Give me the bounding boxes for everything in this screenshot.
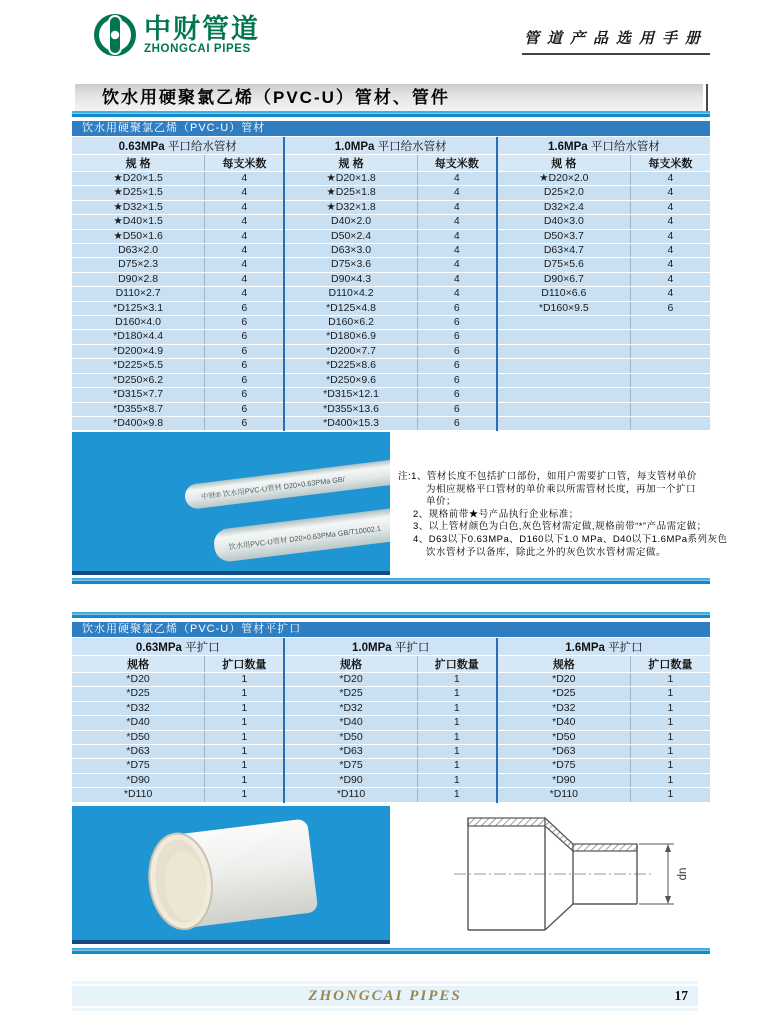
note-line: 饮水管材予以备库，除此之外的灰色饮水管材需定做。: [426, 546, 667, 558]
spec-cell: *D315×7.7: [72, 388, 205, 402]
qty-cell: 4: [630, 272, 710, 286]
spec-cell: D63×2.0: [72, 244, 205, 258]
brand-name-en: ZHONGCAI PIPES: [144, 43, 251, 56]
pipe-print-top: 中财® 饮水用PVC-U管材 D20×0.63PMa GB/: [200, 474, 346, 502]
spec-cell: [497, 402, 630, 416]
table-row: [72, 402, 710, 416]
page-number: 17: [674, 988, 688, 1003]
col-spec: 规 格: [72, 155, 205, 172]
spec-cell: [497, 330, 630, 344]
spec-cell: *D180×6.9: [284, 330, 417, 344]
qty-cell: 6: [205, 416, 285, 430]
table-row: [72, 344, 710, 358]
spec-cell: [497, 388, 630, 402]
qty-cell: 4: [205, 287, 285, 301]
qty-cell: 1: [630, 745, 710, 759]
spec-cell: *D50: [497, 730, 630, 744]
qty-cell: 4: [417, 258, 497, 272]
qty-cell: [630, 416, 710, 430]
spec-cell: *D250×6.2: [72, 373, 205, 387]
group-header-row: [72, 137, 710, 155]
table-row: [72, 701, 710, 715]
spec-cell: *D20: [284, 673, 417, 687]
qty-cell: 1: [205, 745, 285, 759]
qty-cell: 1: [417, 701, 497, 715]
spec-cell: D50×3.7: [497, 229, 630, 243]
spec-cell: *D63: [284, 745, 417, 759]
spec-cell: *D160×9.5: [497, 301, 630, 315]
spec-cell: D75×2.3: [72, 258, 205, 272]
qty-cell: 1: [205, 673, 285, 687]
coupling-photo: [72, 806, 390, 944]
qty-cell: 4: [205, 272, 285, 286]
table-row: [72, 788, 710, 802]
spec-cell: D110×2.7: [72, 287, 205, 301]
qty-cell: 4: [417, 200, 497, 214]
qty-cell: 1: [205, 701, 285, 715]
qty-cell: 1: [205, 773, 285, 787]
qty-cell: 4: [417, 215, 497, 229]
spec-cell: ★D20×1.8: [284, 172, 417, 186]
qty-cell: 4: [205, 215, 285, 229]
group-label: 1.0MPa 平口给水管材: [284, 137, 496, 155]
qty-cell: 1: [630, 687, 710, 701]
qty-cell: 1: [205, 716, 285, 730]
spec-cell: D90×4.3: [284, 272, 417, 286]
spec-cell: *D40: [284, 716, 417, 730]
qty-cell: [630, 344, 710, 358]
spec-cell: *D25: [72, 687, 205, 701]
qty-cell: 6: [205, 316, 285, 330]
qty-cell: 4: [417, 272, 497, 286]
qty-cell: [630, 402, 710, 416]
col-spec: 规格: [72, 656, 205, 673]
spec-cell: *D32: [284, 701, 417, 715]
table-row: [72, 287, 710, 301]
spec-cell: *D355×13.6: [284, 402, 417, 416]
qty-cell: 1: [630, 716, 710, 730]
qty-cell: 4: [630, 200, 710, 214]
table-row: [72, 229, 710, 243]
col-qty: 扩口数量: [630, 656, 710, 673]
group-label: 0.63MPa 平口给水管材: [72, 137, 284, 155]
spec-cell: D110×4.2: [284, 287, 417, 301]
spec-cell: *D125×3.1: [72, 301, 205, 315]
pipe-table-section: [72, 121, 710, 431]
group-label: 0.63MPa 平扩口: [72, 638, 284, 656]
spec-cell: *D32: [497, 701, 630, 715]
note-line: 3、以上管材颜色为白色,灰色管材需定做,规格前带“*”产品需定做；: [413, 521, 707, 533]
column-header-row: [72, 656, 710, 673]
section-divider: [72, 612, 710, 618]
qty-cell: 6: [205, 330, 285, 344]
brand-name-cn: 中财管道: [144, 13, 260, 44]
spec-cell: D160×6.2: [284, 316, 417, 330]
col-qty: 每支米数: [630, 155, 710, 172]
spec-cell: *D125×4.8: [284, 301, 417, 315]
qty-cell: 4: [630, 287, 710, 301]
spec-cell: *D50: [284, 730, 417, 744]
qty-cell: 6: [205, 373, 285, 387]
table2-title: 饮水用硬聚氯乙烯（PVC-U）管材平扩口: [72, 622, 710, 637]
table-row: [72, 388, 710, 402]
table-row: [72, 416, 710, 430]
spec-cell: *D40: [72, 716, 205, 730]
table-row: [72, 172, 710, 186]
section-divider: [72, 578, 710, 584]
spec-cell: *D40: [497, 716, 630, 730]
qty-cell: 4: [630, 229, 710, 243]
spec-cell: D75×5.6: [497, 258, 630, 272]
spec-cell: *D20: [497, 673, 630, 687]
table-row: [72, 673, 710, 687]
spec-cell: D90×2.8: [72, 272, 205, 286]
note-line: 单价；: [426, 496, 457, 508]
spec-cell: ★D20×2.0: [497, 172, 630, 186]
qty-cell: 4: [630, 186, 710, 200]
table-row: [72, 730, 710, 744]
table-row: [72, 316, 710, 330]
spec-cell: D40×3.0: [497, 215, 630, 229]
table-row: [72, 186, 710, 200]
qty-cell: 6: [417, 373, 497, 387]
spec-cell: *D180×4.4: [72, 330, 205, 344]
qty-cell: 4: [630, 215, 710, 229]
pipe-bottom: [212, 502, 390, 563]
qty-cell: 1: [630, 788, 710, 802]
wall-hatch-large: [468, 818, 545, 826]
spec-cell: *D200×7.7: [284, 344, 417, 358]
spec-cell: ★D20×1.5: [72, 172, 205, 186]
qty-cell: 6: [630, 301, 710, 315]
qty-cell: 1: [205, 687, 285, 701]
coupling-body: [144, 817, 318, 932]
footer: [72, 986, 698, 1006]
note-line: 2、规格前带★号产品执行企业标准；: [413, 508, 579, 520]
spec-cell: D63×4.7: [497, 244, 630, 258]
qty-cell: 1: [417, 745, 497, 759]
page-title: 饮水用硬聚氯乙烯（PVC-U）管材、管件: [75, 84, 703, 111]
spec-cell: *D110: [72, 788, 205, 802]
qty-cell: 1: [630, 730, 710, 744]
table-row: [72, 200, 710, 214]
footer-brand: ZHONGCAI PIPES: [308, 988, 462, 1004]
pipe-spec-table: [72, 137, 710, 431]
spec-cell: D110×6.6: [497, 287, 630, 301]
title-bar-end-tick: [706, 84, 708, 111]
spec-cell: ★D40×1.5: [72, 215, 205, 229]
spec-cell: *D25: [284, 687, 417, 701]
spec-cell: [497, 359, 630, 373]
flare-diagram: [440, 810, 710, 942]
qty-cell: [630, 316, 710, 330]
spec-cell: *D400×9.8: [72, 416, 205, 430]
spec-cell: *D50: [72, 730, 205, 744]
qty-cell: 6: [417, 316, 497, 330]
qty-cell: 1: [417, 687, 497, 701]
table-row: [72, 272, 710, 286]
spec-cell: *D75: [284, 759, 417, 773]
table-row: [72, 258, 710, 272]
pipes-photo: [72, 432, 390, 575]
table-row: [72, 773, 710, 787]
col-spec: 规 格: [284, 155, 417, 172]
section-divider: [72, 948, 710, 954]
spec-cell: ★D32×1.5: [72, 200, 205, 214]
zhongcai-logo-icon: [92, 11, 138, 59]
qty-cell: 6: [417, 359, 497, 373]
spec-cell: ★D25×1.8: [284, 186, 417, 200]
table-row: [72, 687, 710, 701]
qty-cell: 1: [630, 773, 710, 787]
table1-title: 饮水用硬聚氯乙烯（PVC-U）管材: [72, 121, 710, 136]
group-label: 1.6MPa 平扩口: [497, 638, 710, 656]
qty-cell: 4: [205, 258, 285, 272]
spec-cell: *D225×5.5: [72, 359, 205, 373]
note-line: 注:1、管材长度不包括扩口部份，如用户需要扩口管，每支管材单价: [398, 471, 697, 482]
brand-text: [144, 15, 260, 55]
spec-cell: *D63: [497, 745, 630, 759]
note-line: 4、D63以下0.63MPa、D160以下1.0 MPa、D40以下1.6MPa系列灰色: [413, 533, 728, 545]
col-qty: 每支米数: [205, 155, 285, 172]
qty-cell: 1: [205, 759, 285, 773]
flare-drawing: [440, 810, 710, 942]
qty-cell: 1: [417, 673, 497, 687]
qty-cell: 6: [417, 416, 497, 430]
qty-cell: 4: [630, 244, 710, 258]
wall-hatch-taper: [545, 818, 573, 851]
qty-cell: 4: [417, 244, 497, 258]
spec-cell: D25×2.0: [497, 186, 630, 200]
pipe-top: [184, 456, 390, 510]
qty-cell: 1: [417, 773, 497, 787]
qty-cell: 6: [205, 301, 285, 315]
body-outline: [468, 818, 637, 930]
wall-hatch-small: [573, 844, 637, 851]
spec-cell: *D315×12.1: [284, 388, 417, 402]
spec-cell: *D110: [497, 788, 630, 802]
spec-cell: *D250×9.6: [284, 373, 417, 387]
spec-cell: [497, 416, 630, 430]
qty-cell: 6: [205, 359, 285, 373]
qty-cell: 4: [417, 287, 497, 301]
spec-cell: D32×2.4: [497, 200, 630, 214]
spec-cell: D40×2.0: [284, 215, 417, 229]
table-row: [72, 359, 710, 373]
spec-cell: *D90: [72, 773, 205, 787]
qty-cell: 4: [417, 229, 497, 243]
qty-cell: 6: [417, 301, 497, 315]
qty-cell: 6: [417, 402, 497, 416]
qty-cell: 1: [417, 716, 497, 730]
qty-cell: 4: [205, 244, 285, 258]
qty-cell: 1: [205, 730, 285, 744]
qty-cell: 1: [205, 788, 285, 802]
note-line: 为相应规格平口管材的单价乘以所需管材长度，再加一个扩口: [426, 483, 697, 495]
spec-cell: *D32: [72, 701, 205, 715]
qty-cell: 4: [205, 172, 285, 186]
spec-cell: *D400×15.3: [284, 416, 417, 430]
spec-cell: [497, 316, 630, 330]
table-row: [72, 759, 710, 773]
qty-cell: 4: [205, 186, 285, 200]
spec-cell: *D75: [497, 759, 630, 773]
manual-title: 管道产品选用手册: [522, 27, 710, 55]
qty-cell: 4: [417, 172, 497, 186]
col-spec: 规 格: [497, 155, 630, 172]
qty-cell: 6: [205, 388, 285, 402]
spec-cell: D50×2.4: [284, 229, 417, 243]
qty-cell: 1: [630, 701, 710, 715]
pipe-print-bottom: 饮水用PVC-U管材 D20×0.63PMa GB/T10002.1: [227, 523, 382, 552]
spec-cell: *D110: [284, 788, 417, 802]
pipes-image: [72, 432, 390, 571]
table-row: [72, 244, 710, 258]
group-label: 1.6MPa 平口给水管材: [497, 137, 710, 155]
spec-cell: *D225×8.6: [284, 359, 417, 373]
qty-cell: 6: [417, 344, 497, 358]
flared-table-section: [72, 622, 710, 803]
qty-cell: 4: [205, 229, 285, 243]
table-row: [72, 745, 710, 759]
spec-cell: *D90: [497, 773, 630, 787]
qty-cell: 1: [417, 788, 497, 802]
qty-cell: 6: [417, 388, 497, 402]
table-row: [72, 330, 710, 344]
qty-cell: 6: [417, 330, 497, 344]
qty-cell: [630, 373, 710, 387]
spec-cell: D75×3.6: [284, 258, 417, 272]
table-row: [72, 373, 710, 387]
col-spec: 规格: [497, 656, 630, 673]
qty-cell: 4: [630, 172, 710, 186]
dn-label: dn: [677, 867, 689, 881]
table-row: [72, 301, 710, 315]
spec-cell: [497, 373, 630, 387]
qty-cell: 1: [417, 730, 497, 744]
qty-cell: [630, 359, 710, 373]
spec-cell: ★D50×1.6: [72, 229, 205, 243]
qty-cell: [630, 330, 710, 344]
spec-cell: *D355×8.7: [72, 402, 205, 416]
spec-cell: *D25: [497, 687, 630, 701]
col-spec: 规格: [284, 656, 417, 673]
spec-cell: D63×3.0: [284, 244, 417, 258]
brand-logo: [92, 11, 260, 59]
qty-cell: 4: [205, 200, 285, 214]
coupling-image: [72, 806, 390, 940]
group-label: 1.0MPa 平扩口: [284, 638, 496, 656]
qty-cell: 1: [417, 759, 497, 773]
qty-cell: 6: [205, 344, 285, 358]
column-header-row: [72, 155, 710, 172]
section-divider: [72, 111, 710, 117]
col-qty: 扩口数量: [205, 656, 285, 673]
group-header-row: [72, 638, 710, 656]
table-row: [72, 716, 710, 730]
col-qty: 每支米数: [417, 155, 497, 172]
notes-block: [398, 471, 758, 559]
spec-cell: *D90: [284, 773, 417, 787]
qty-cell: 1: [630, 759, 710, 773]
table-row: [72, 215, 710, 229]
qty-cell: 4: [630, 258, 710, 272]
spec-cell: D90×6.7: [497, 272, 630, 286]
spec-cell: *D63: [72, 745, 205, 759]
spec-cell: D160×4.0: [72, 316, 205, 330]
spec-cell: *D20: [72, 673, 205, 687]
flared-spec-table: [72, 638, 710, 803]
spec-cell: [497, 344, 630, 358]
spec-cell: ★D32×1.8: [284, 200, 417, 214]
spec-cell: *D75: [72, 759, 205, 773]
col-qty: 扩口数量: [417, 656, 497, 673]
qty-cell: 1: [630, 673, 710, 687]
qty-cell: 4: [417, 186, 497, 200]
spec-cell: *D200×4.9: [72, 344, 205, 358]
qty-cell: [630, 388, 710, 402]
spec-cell: ★D25×1.5: [72, 186, 205, 200]
qty-cell: 6: [205, 402, 285, 416]
